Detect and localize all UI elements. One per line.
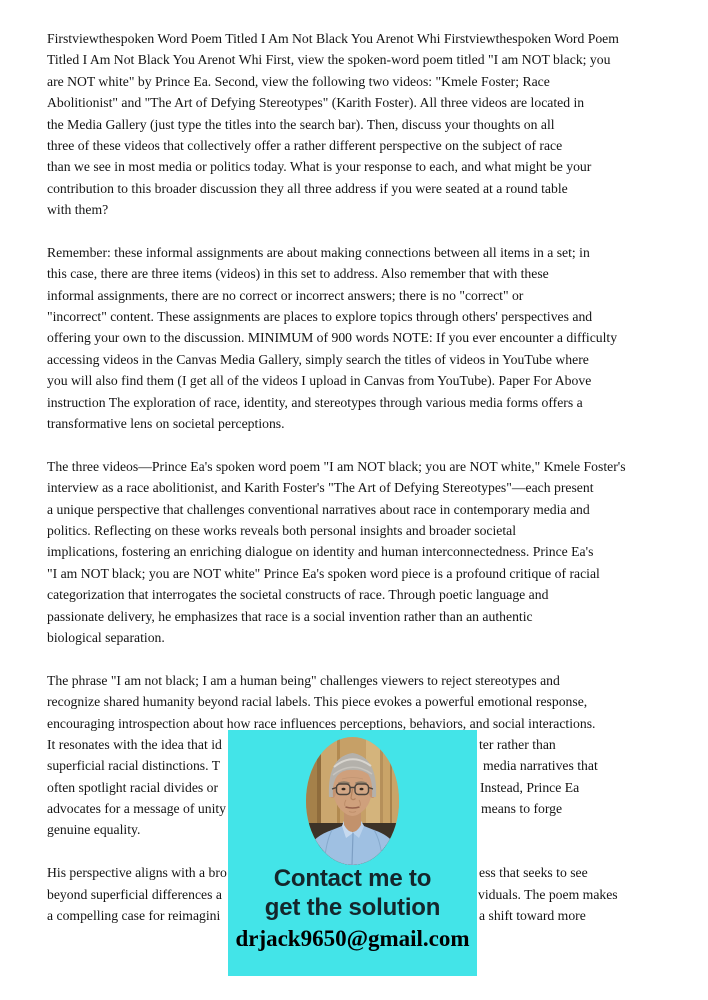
text-line: instruction The exploration of race, identity, and stereotypes through various media forms offers a	[47, 394, 583, 410]
text-line: contribution to this broader discussion they all three address if you were seated at a round table	[47, 180, 568, 196]
text-line: interview as a race abolitionist, and Karith Foster's "The Art of Defying Stereotypes"—each present	[47, 480, 594, 496]
text-fragment-left: often spotlight racial divides or	[47, 779, 219, 795]
text-fragment-right: ess that seeks to see	[479, 865, 588, 881]
text-fragment-left: His perspective aligns with a bro	[47, 865, 227, 881]
text-fragment-left: superficial racial distinctions. T	[47, 758, 221, 774]
text-line: a unique perspective that challenges conventional narratives about race in contemporary media and	[47, 501, 590, 517]
paragraph	[47, 28, 663, 221]
text-fragment-right: Instead, Prince Ea	[480, 779, 580, 795]
text-line: categorization that interrogates the societal constructs of race. Through poetic language and	[47, 587, 549, 603]
text-line: The phrase "I am not black; I am a human being" challenges viewers to reject stereotypes and	[47, 672, 560, 688]
text-line: genuine equality.	[47, 822, 141, 838]
text-line: Remember: these informal assignments are about making connections between all items in a set; in	[47, 244, 590, 260]
text-line: informal assignments, there are no correct or incorrect answers; there is no "correct" or	[47, 287, 524, 303]
text-line: "I am NOT black; you are NOT white" Prince Ea's spoken word piece is a profound critique of racial	[47, 565, 600, 581]
text-fragment-right: means to forge	[481, 801, 563, 817]
paragraph	[47, 242, 663, 435]
text-line: politics. Reflecting on these works reveals both personal insights and broader societal	[47, 522, 517, 538]
text-line: implications, fostering an enriching dialogue on identity and human interconnectedness. Prince Ea's	[47, 544, 594, 560]
text-line: the Media Gallery (just type the titles into the search bar). Then, discuss your thoughts on all	[47, 116, 555, 132]
text-line: this case, there are three items (videos) in this set to address. Also remember that with these	[47, 266, 549, 282]
contact-heading	[228, 864, 477, 922]
contact-overlay	[228, 730, 477, 976]
text-fragment-right: viduals. The poem makes	[478, 886, 618, 902]
text-line: you will also find them (I get all of the videos I upload in Canvas from YouTube). Paper For Above	[47, 373, 592, 389]
text-line: passionate delivery, he emphasizes that race is a social invention rather than an authentic	[47, 608, 533, 624]
text-fragment-right: ter rather than	[479, 736, 556, 752]
man-portrait-image	[306, 737, 399, 865]
text-line: Titled I Am Not Black You Arenot Whi First, view the spoken-word poem titled "I am NOT black; you	[47, 52, 611, 68]
paragraph	[47, 456, 663, 649]
text-fragment-left: beyond superficial differences a	[47, 886, 222, 902]
contact-heading-line2: get the solution	[264, 894, 441, 921]
text-line: with them?	[47, 202, 109, 218]
text-line: encouraging introspection about how race influences perceptions, behaviors, and social interactions.	[47, 715, 596, 731]
text-fragment-right: media narratives that	[483, 758, 598, 774]
text-line: than we see in most media or politics today. What is your response to each, and what might be your	[47, 159, 592, 175]
text-line: "incorrect" content. These assignments are places to explore topics through others' perspectives and	[47, 309, 593, 325]
contact-photo	[306, 737, 399, 865]
text-line: accessing videos in the Canvas Media Gallery, simply search the titles of videos in YouTube where	[47, 351, 589, 367]
text-line: transformative lens on societal perceptions.	[47, 416, 285, 432]
text-fragment-left: It resonates with the idea that id	[47, 736, 222, 752]
text-line: are NOT white" by Prince Ea. Second, view the following two videos: "Kmele Foster; Race	[47, 73, 550, 89]
text-line: recognize shared humanity beyond racial labels. This piece evokes a powerful emotional response,	[47, 694, 588, 710]
text-line: offering your own to the discussion. MINIMUM of 900 words NOTE: If you ever encounter a difficulty	[47, 330, 618, 346]
text-fragment-right: a shift toward more	[479, 908, 586, 924]
text-line: three of these videos that collectively offer a rather different perspective on the subject of race	[47, 137, 563, 153]
text-fragment-left: a compelling case for reimagini	[47, 908, 221, 924]
text-line: Firstviewthespoken Word Poem Titled I Am Not Black You Arenot Whi Firstviewthespoken Word Poem	[47, 31, 619, 46]
text-fragment-left: advocates for a message of unity	[47, 801, 227, 817]
contact-email: drjack9650@gmail.com	[235, 926, 470, 951]
text-line: biological separation.	[47, 629, 165, 645]
text-line: The three videos—Prince Ea's spoken word poem "I am NOT black; you are NOT white," Kmele Foster's	[47, 458, 626, 474]
contact-heading-line1: Contact me to	[273, 865, 432, 892]
text-line: Abolitionist" and "The Art of Defying Stereotypes" (Karith Foster). All three videos are located in	[47, 95, 585, 111]
